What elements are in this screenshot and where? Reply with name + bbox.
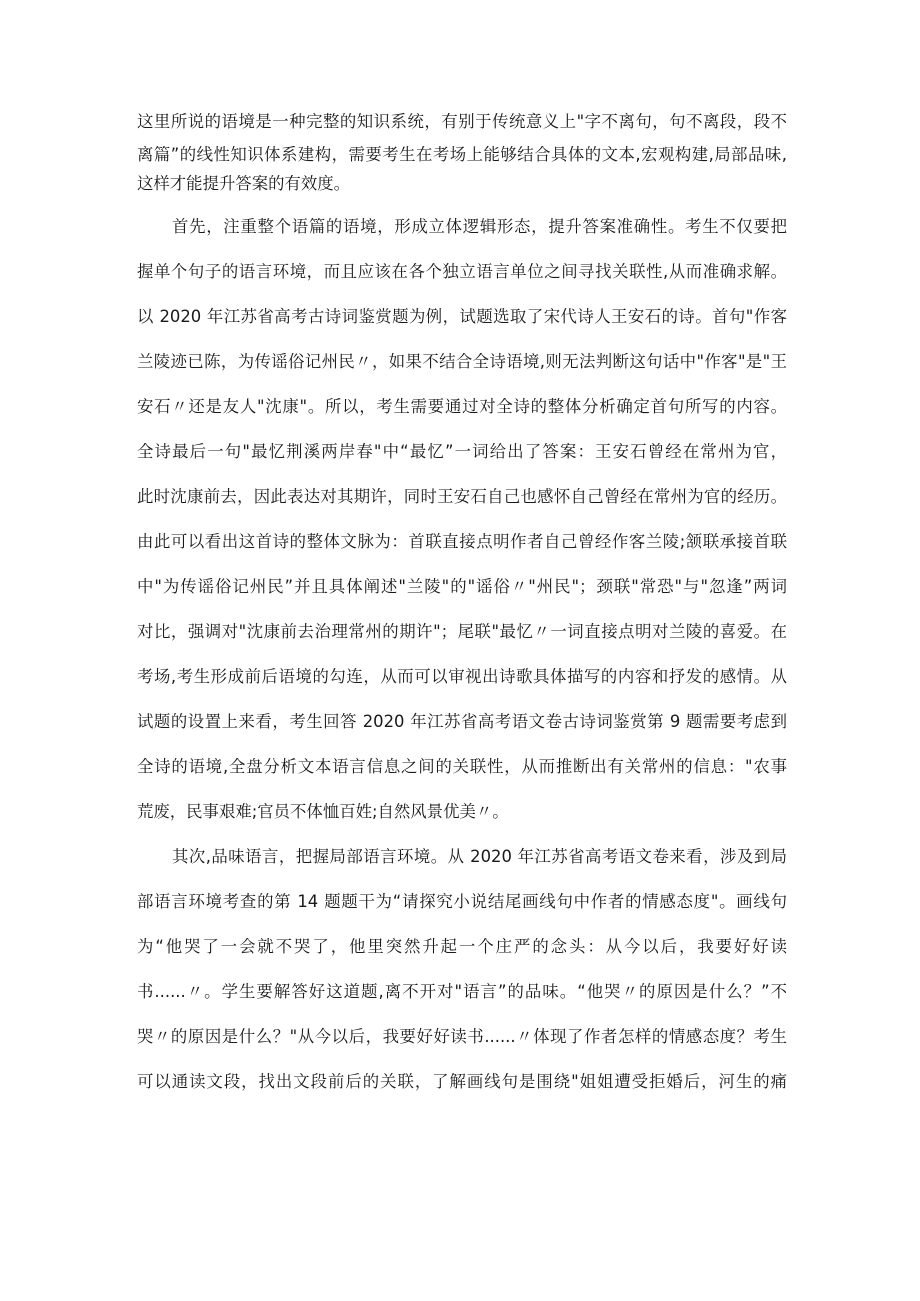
text-line: 全诗最后一句"最忆荆溪两岸春"中“最忆”一词给出了答案：王安石曾经在常州为官， [137, 442, 787, 461]
text-line: 全诗的语境,全盘分析文本语言信息之间的关联性，从而推断出有关常州的信息："农事 [137, 757, 787, 776]
text-line: 握单个句子的语言环境，而且应该在各个独立语言单位之间寻找关联性,从而准确求解。 [137, 262, 787, 281]
text-line: 试题的设置上来看，考生回答 2020 年江苏省高考语文卷古诗词鉴赏第 9 题需要考虑到 [137, 712, 787, 731]
text-line: 哭〃的原因是什么？"从今以后，我要好好读书......〃体现了作者怎样的情感态度？考生 [137, 1027, 787, 1046]
text-line: 可以通读文段，找出文段前后的关联，了解画线句是围绕"姐姐遭受拒婚后，河生的痛 [137, 1072, 787, 1091]
text-line: 其次,品味语言，把握局部语言环境。从 2020 年江苏省高考语文卷来看，涉及到局 [172, 847, 787, 866]
text-line: 由此可以看出这首诗的整体文脉为：首联直接点明作者自己曾经作客兰陵;颔联承接首联 [137, 532, 787, 551]
text-line: 以 2020 年江苏省高考古诗词鉴赏题为例，试题选取了宋代诗人王安石的诗。首句"作客 [137, 307, 787, 326]
text-line: 安石〃还是友人"沈康"。所以，考生需要通过对全诗的整体分析确定首句所写的内容。 [137, 397, 787, 416]
text-line: 荒废，民事艰难;官员不体恤百姓;自然风景优美〃。 [137, 802, 509, 821]
text-line: 对比，强调对"沈康前去治理常州的期许"；尾联"最忆〃一词直接点明对兰陵的喜爱。在 [137, 622, 787, 641]
text-line: 中"为传谣俗记州民”并且具体阐述"兰陵"的"谣俗〃"州民"；颈联"常恐"与"忽逢”两词 [137, 577, 787, 596]
text-line: 离篇”的线性知识体系建构，需要考生在考场上能够结合具体的文本,宏观构建,局部品味, [137, 145, 787, 164]
text-line: 为“他哭了一会就不哭了，他里突然升起一个庄严的念头：从今以后，我要好好读 [137, 937, 787, 956]
text-line: 考场,考生形成前后语境的勾连，从而可以审视出诗歌具体描写的内容和抒发的感情。从 [137, 667, 787, 686]
text-line: 这样才能提升答案的有效度。 [137, 174, 351, 193]
text-line: 这里所说的语境是一种完整的知识系统，有别于传统意义上"字不离句，句不离段，段不 [137, 112, 787, 131]
text-line: 书......〃。学生要解答好这道题,离不开对"语言”的品味。“他哭〃的原因是什么？”不 [137, 982, 787, 1001]
text-line: 首先，注重整个语篇的语境，形成立体逻辑形态，提升答案准确性。考生不仅要把 [172, 217, 787, 236]
text-line: 部语言环境考查的第 14 题题干为“请探究小说结尾画线句中作者的情感态度"。画线句 [137, 892, 787, 911]
text-line: 此时沈康前去，因此表达对其期许，同时王安石自己也感怀自己曾经在常州为官的经历。 [137, 487, 787, 506]
text-line: 兰陵迹已陈，为传谣俗记州民〃，如果不结合全诗语境,则无法判断这句话中"作客"是"王 [137, 352, 787, 371]
